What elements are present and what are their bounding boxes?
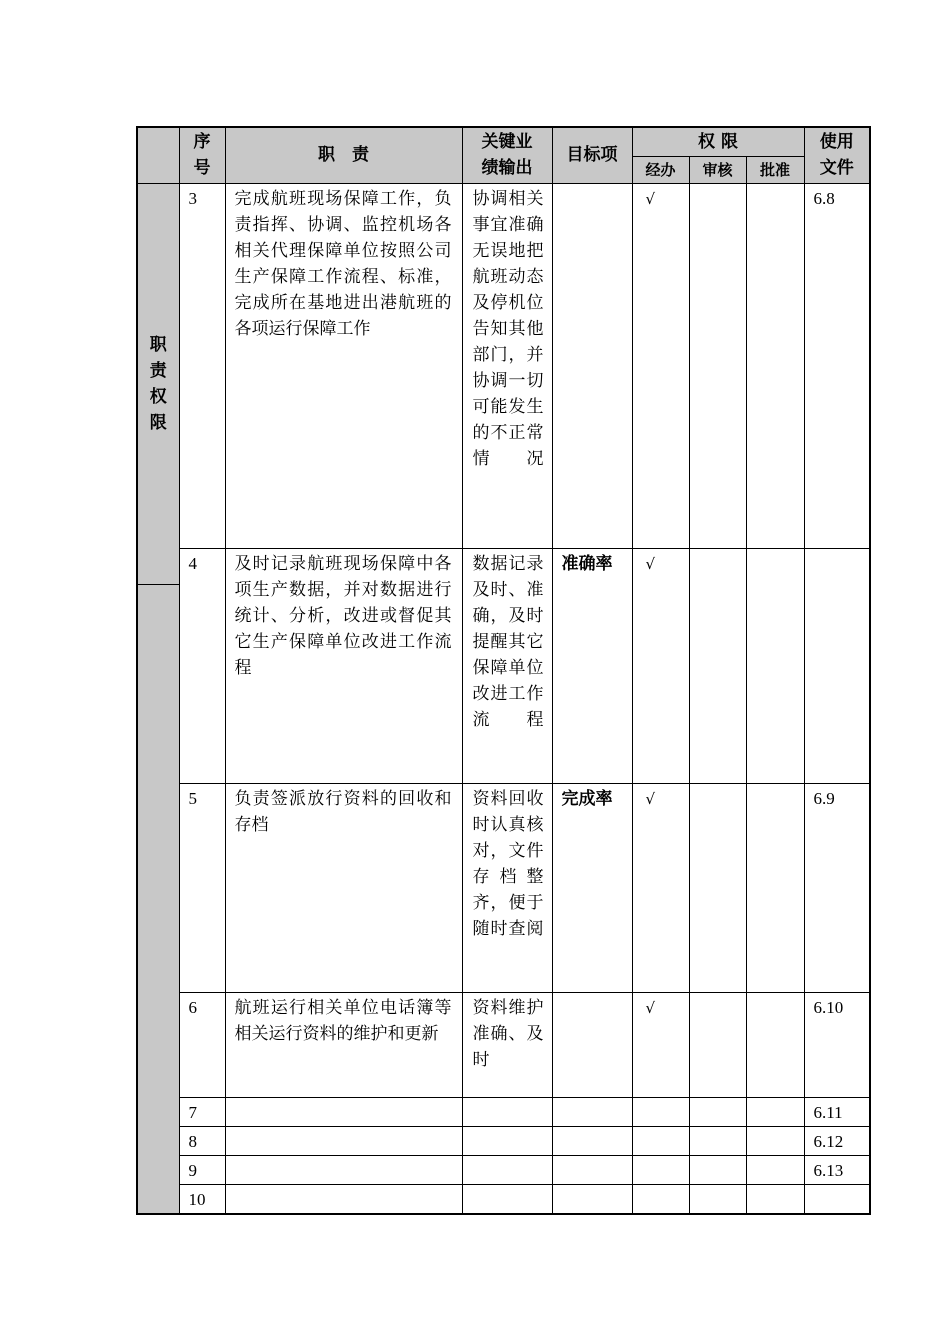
row-review: [689, 1184, 746, 1214]
row-doc: 6.13: [804, 1155, 870, 1184]
row-target: 完成率: [552, 783, 632, 992]
row-doc: 6.9: [804, 783, 870, 992]
corner-cell: [137, 127, 179, 183]
row-kpi: [462, 1155, 552, 1184]
row-duty: [225, 1097, 462, 1126]
row-seq: 8: [179, 1126, 225, 1155]
row-kpi: 资料回收时认真核对，文件存档整齐，便于随时查阅: [462, 783, 552, 992]
row-review: [689, 992, 746, 1097]
row-doc: 6.10: [804, 992, 870, 1097]
row-seq: 3: [179, 183, 225, 548]
row-handle-check: [632, 1155, 689, 1184]
table-row: [137, 548, 870, 783]
table-row: [137, 1184, 870, 1214]
row-duty: 及时记录航班现场保障中各项生产数据，并对数据进行统计、分析，改进或督促其它生产保障单位改进工作流程: [225, 548, 462, 783]
row-review: [689, 1097, 746, 1126]
row-seq: 10: [179, 1184, 225, 1214]
row-handle-check: √: [632, 992, 689, 1097]
row-review: [689, 783, 746, 992]
row-duty: 负责签派放行资料的回收和存档: [225, 783, 462, 992]
row-doc: [804, 548, 870, 783]
table-row: [137, 1097, 870, 1126]
row-doc: 6.11: [804, 1097, 870, 1126]
row-review: [689, 183, 746, 548]
row-kpi: 数据记录及时、准确，及时提醒其它保障单位改进工作流程: [462, 548, 552, 783]
row-kpi: [462, 1097, 552, 1126]
row-approve: [746, 783, 804, 992]
row-handle-check: [632, 1184, 689, 1214]
side-label-cell: [137, 183, 179, 1214]
header-docs: 使用文件: [804, 127, 870, 183]
row-doc: 6.8: [804, 183, 870, 548]
table-row: [137, 783, 870, 992]
row-doc: [804, 1184, 870, 1214]
row-seq: 9: [179, 1155, 225, 1184]
row-duty: [225, 1126, 462, 1155]
row-seq: 5: [179, 783, 225, 992]
header-duty: 职 责: [225, 127, 462, 183]
row-kpi: 协调相关事宜准确无误地把航班动态及停机位告知其他部门，并协调一切可能发生的不正常情况: [462, 183, 552, 548]
row-handle-check: [632, 1097, 689, 1126]
table-row: [137, 1126, 870, 1155]
row-review: [689, 548, 746, 783]
table-row: [137, 183, 870, 548]
row-target: [552, 183, 632, 548]
row-target: [552, 1184, 632, 1214]
row-approve: [746, 1097, 804, 1126]
row-approve: [746, 548, 804, 783]
header-handle: 经办: [632, 156, 689, 183]
row-review: [689, 1126, 746, 1155]
row-target: [552, 1155, 632, 1184]
row-approve: [746, 1155, 804, 1184]
row-duty: [225, 1155, 462, 1184]
row-seq: 4: [179, 548, 225, 783]
header-authority: 权 限: [632, 127, 804, 156]
row-kpi: 资料维护准确、及时: [462, 992, 552, 1097]
row-handle-check: [632, 1126, 689, 1155]
row-approve: [746, 992, 804, 1097]
duty-table: [136, 126, 871, 1215]
row-target: [552, 992, 632, 1097]
header-seq: 序号: [179, 127, 225, 183]
row-approve: [746, 1126, 804, 1155]
header-review: 审核: [689, 156, 746, 183]
row-target: [552, 1126, 632, 1155]
header-approve: 批准: [746, 156, 804, 183]
table-row: [137, 1155, 870, 1184]
side-label: 职责权限: [149, 334, 167, 433]
row-handle-check: √: [632, 783, 689, 992]
row-target: [552, 1097, 632, 1126]
header-target: 目标项: [552, 127, 632, 183]
row-approve: [746, 1184, 804, 1214]
row-target: 准确率: [552, 548, 632, 783]
row-duty: [225, 1184, 462, 1214]
row-handle-check: √: [632, 548, 689, 783]
row-kpi: [462, 1126, 552, 1155]
row-doc: 6.12: [804, 1126, 870, 1155]
row-duty: 完成航班现场保障工作，负责指挥、协调、监控机场各相关代理保障单位按照公司生产保障工作流程、标准，完成所在基地进出港航班的各项运行保障工作: [225, 183, 462, 548]
row-handle-check: √: [632, 183, 689, 548]
row-seq: 7: [179, 1097, 225, 1126]
row-duty: 航班运行相关单位电话簿等相关运行资料的维护和更新: [225, 992, 462, 1097]
table-row: [137, 992, 870, 1097]
header-kpi: 关键业绩输出: [462, 127, 552, 183]
row-approve: [746, 183, 804, 548]
row-seq: 6: [179, 992, 225, 1097]
row-review: [689, 1155, 746, 1184]
row-kpi: [462, 1184, 552, 1214]
